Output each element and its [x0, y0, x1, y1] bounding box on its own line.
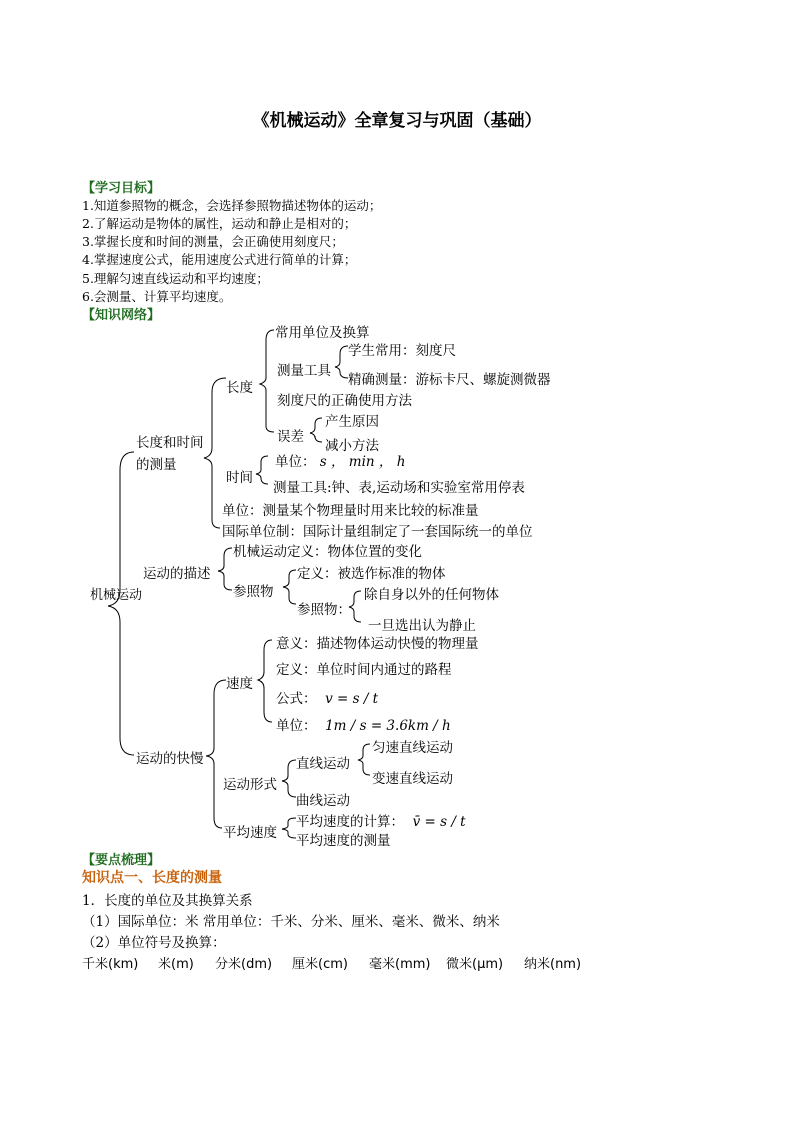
node-uniform: 匀速直线运动: [372, 740, 453, 756]
node-cause: 产生原因: [325, 414, 379, 430]
objective-item: 5.理解匀速直线运动和平均速度；: [82, 271, 269, 286]
node-description: 运动的描述: [143, 566, 211, 582]
node-ref-static: 一旦选出认为静止: [368, 618, 476, 634]
objective-item: 6.会测量、计算平均速度。: [82, 289, 232, 304]
node-avg-calc: 平均速度的计算： v̄ = s / t: [296, 814, 466, 830]
node-meaning: 意义：描述物体运动快慢的物理量: [276, 636, 479, 652]
node-speed: 速度: [226, 676, 253, 692]
node-units: 常用单位及换算: [275, 325, 370, 341]
node-curve: 曲线运动: [296, 793, 350, 809]
paragraph: 1．长度的单位及其换算关系: [82, 893, 253, 909]
node-mech-def: 机械运动定义：物体位置的变化: [233, 544, 422, 560]
node-ref-def: 定义：被选作标准的物体: [297, 566, 446, 582]
objective-item: 2.了解运动是物体的属性，运动和静止是相对的；: [82, 216, 357, 231]
node-time-tools: 测量工具:钟、表,运动场和实验室常用停表: [273, 480, 525, 496]
node-tools: 测量工具: [277, 363, 331, 379]
points-heading: 【要点梳理】: [82, 853, 161, 868]
node-reduce: 减小方法: [325, 438, 379, 454]
node-ref-any: 除自身以外的任何物体: [364, 587, 499, 603]
node-avg-measure: 平均速度的测量: [296, 833, 391, 849]
node-student: 学生常用：刻度尺: [348, 343, 456, 359]
page-title: 《机械运动》全章复习与巩固（基础）: [252, 111, 542, 131]
paragraph: （1）国际单位：米 常用单位：千米、分米、厘米、毫米、微米、纳米: [82, 914, 500, 930]
objectives-heading: 【学习目标】: [82, 181, 161, 196]
unit-item: 分米(dm): [215, 957, 273, 972]
unit-item: 米(m): [158, 957, 194, 972]
node-length-time-2: 的测量: [136, 457, 177, 473]
objective-item: 4.掌握速度公式，能用速度公式进行简单的计算；: [82, 252, 357, 267]
paragraph: （2）单位符号及换算：: [82, 935, 226, 951]
node-si-def: 国际单位制：国际计量组制定了一套国际统一的单位: [222, 524, 533, 540]
unit-item: 千米(km): [82, 957, 139, 972]
unit-item: 毫米(mm): [369, 957, 431, 972]
knowledge-point-title: 知识点一、长度的测量: [82, 870, 222, 886]
node-motion-form: 运动形式: [223, 777, 277, 793]
node-reference: 参照物: [233, 584, 274, 600]
node-length: 长度: [226, 380, 253, 396]
node-time-unit: 单位： s ， min ， h: [275, 454, 406, 470]
node-straight: 直线运动: [296, 756, 350, 772]
node-average: 平均速度: [223, 825, 277, 841]
node-precise: 精确测量：游标卡尺、螺旋测微器: [348, 372, 551, 388]
network-root: 机械运动: [90, 588, 143, 603]
objective-item: 1.知道参照物的概念，会选择参照物描述物体的运动；: [82, 198, 382, 213]
node-variable: 变速直线运动: [372, 771, 453, 787]
node-error: 误差: [277, 429, 304, 445]
unit-item: 纳米(nm): [524, 957, 582, 972]
unit-item: 微米(μm): [446, 957, 504, 972]
node-unit: 单位： 1m / s = 3.6km / h: [276, 718, 451, 734]
node-definition: 定义：单位时间内通过的路程: [276, 662, 452, 678]
node-length-time-1: 长度和时间: [136, 435, 204, 451]
unit-item: 厘米(cm): [292, 957, 348, 972]
objective-item: 3.掌握长度和时间的测量，会正确使用刻度尺；: [82, 234, 344, 249]
node-ref-obj: 参照物：: [297, 602, 351, 618]
node-ruler-use: 刻度尺的正确使用方法: [277, 393, 412, 409]
node-time: 时间: [226, 470, 253, 486]
network-heading: 【知识网络】: [82, 308, 161, 323]
node-formula: 公式： v = s / t: [276, 691, 379, 707]
node-unit-def: 单位：测量某个物理量时用来比较的标准量: [222, 503, 479, 519]
node-speed-section: 运动的快慢: [136, 751, 204, 767]
